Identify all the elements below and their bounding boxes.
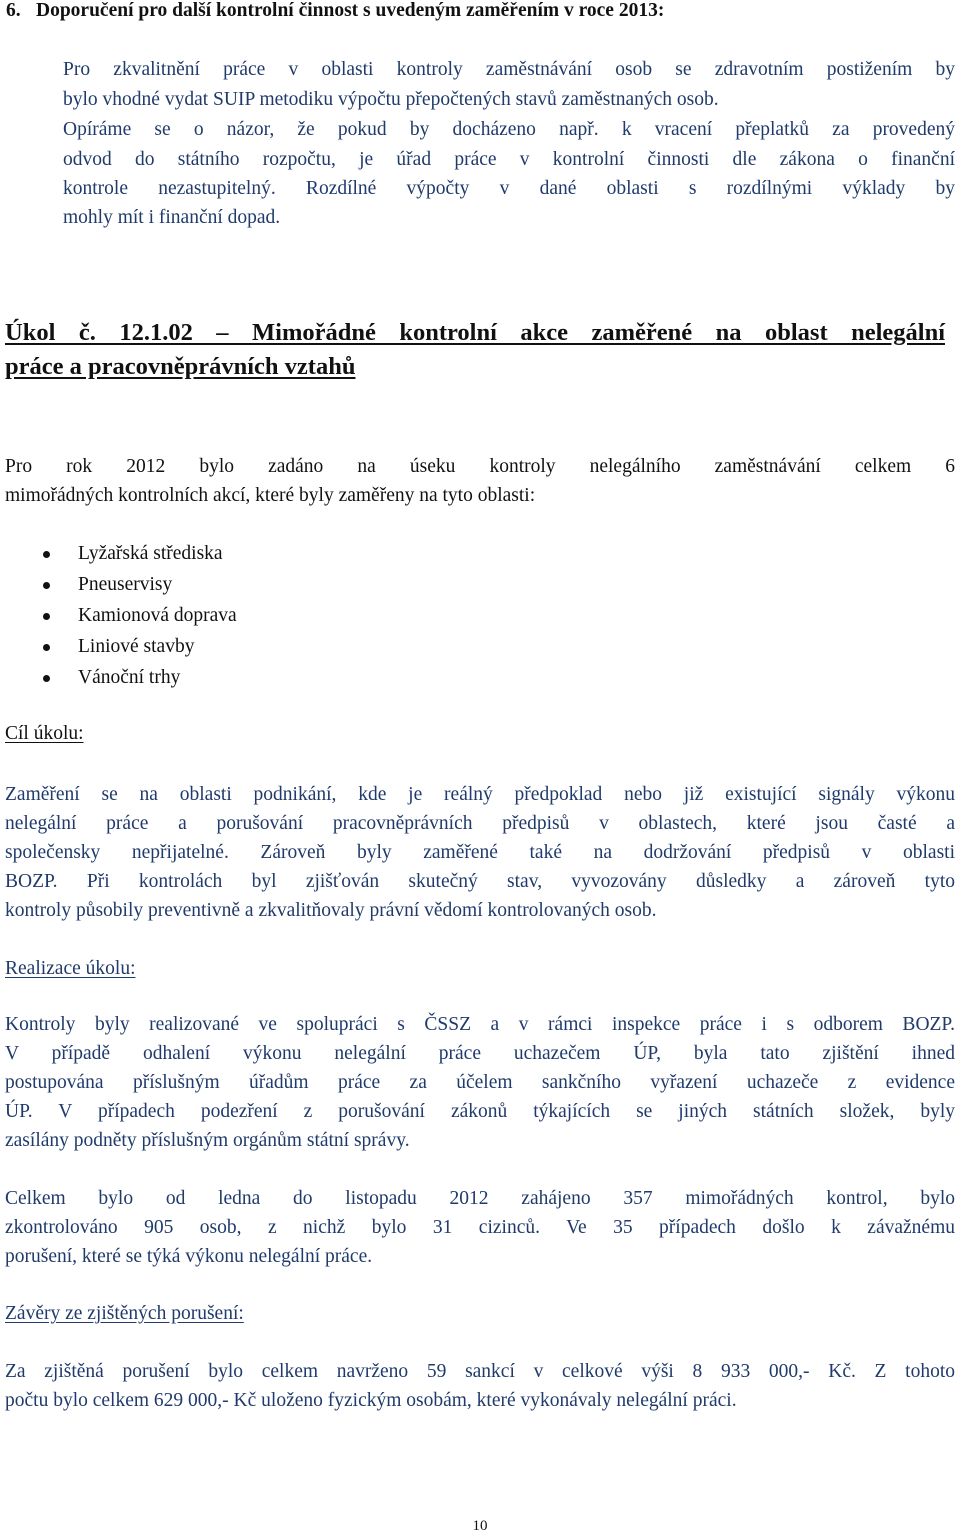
bullet-icon — [43, 613, 50, 620]
task-title-line2: práce a pracovněprávních vztahů — [5, 353, 356, 380]
paragraph-line: V případě odhalení výkonu nelegální práce uchazečem ÚP, byla tato zjištění ihned — [5, 1043, 955, 1064]
paragraph-line: Pro zkvalitnění práce v oblasti kontroly zaměstnávání osob se zdravotním postižením by — [63, 59, 955, 80]
paragraph-line: odvod do státního rozpočtu, je úřad práce v kontrolní činnosti dle zákona o finanční — [63, 149, 955, 170]
paragraph-line: zkontrolováno 905 osob, z nichž bylo 31 cizinců. Ve 35 případech došlo k závažnému — [5, 1217, 955, 1238]
list-item: Liniové stavby — [78, 635, 194, 659]
bullet-icon — [43, 675, 50, 682]
paragraph-line: nelegální práce a porušování pracovněprávních předpisů v oblastech, které jsou časté a — [5, 813, 955, 834]
paragraph-line: kontrole nezastupitelný. Rozdílné výpočty v dané oblasti s rozdílnými výklady by — [63, 178, 955, 199]
list-item: Pneuservisy — [78, 573, 172, 597]
goal-heading: Cíl úkolu: — [5, 723, 84, 744]
list-item: Kamionová doprava — [78, 604, 237, 628]
paragraph-line: Zaměření se na oblasti podnikání, kde je reálný předpoklad nebo již existující signály výkonu — [5, 784, 955, 805]
paragraph-line: mohly mít i finanční dopad. — [63, 207, 281, 228]
paragraph-line: postupována příslušným úřadům práce za účelem sankčního vyřazení uchazeče z evidence — [5, 1072, 955, 1093]
bullet-icon — [43, 551, 50, 558]
section-title: Doporučení pro další kontrolní činnost s uvedeným zaměřením v roce 2013: — [36, 0, 665, 21]
paragraph-line: bylo vhodné vydat SUIP metodiku výpočtu přepočtených stavů zaměstnaných osob. — [63, 89, 719, 110]
list-item: Vánoční trhy — [78, 666, 180, 690]
paragraph-line: mimořádných kontrolních akcí, které byly zaměřeny na tyto oblasti: — [5, 485, 536, 506]
task-title-line1: Úkol č. 12.1.02 – Mimořádné kontrolní akce zaměřené na oblast nelegální — [5, 319, 945, 346]
paragraph-line: zasílány podněty příslušným orgánům státní správy. — [5, 1130, 410, 1151]
conclusions-heading: Závěry ze zjištěných porušení: — [5, 1303, 244, 1324]
paragraph-line: Pro rok 2012 bylo zadáno na úseku kontroly nelegálního zaměstnávání celkem 6 — [5, 456, 955, 477]
bullet-icon — [43, 582, 50, 589]
bullet-icon — [43, 644, 50, 651]
paragraph-line: Opíráme se o názor, že pokud by docházeno např. k vracení přeplatků za provedený — [63, 119, 955, 140]
paragraph-line: BOZP. Při kontrolách byl zjišťován skutečný stav, vyvozovány důsledky a zároveň tyto — [5, 871, 955, 892]
paragraph-line: kontroly působily preventivně a zkvalitňovaly právní vědomí kontrolovaných osob. — [5, 900, 657, 921]
paragraph-line: počtu bylo celkem 629 000,- Kč uloženo fyzickým osobám, které vykonávaly nelegální práci. — [5, 1390, 737, 1411]
list-item: Lyžařská střediska — [78, 542, 223, 566]
paragraph-line: porušení, které se týká výkonu nelegální práce. — [5, 1246, 373, 1267]
paragraph-line: společensky nepřijatelné. Zároveň byly zaměřené také na dodržování předpisů v oblasti — [5, 842, 955, 863]
page-number: 10 — [472, 1518, 488, 1534]
section-heading — [6, 0, 956, 22]
realization-heading: Realizace úkolu: — [5, 958, 136, 979]
paragraph-line: Kontroly byly realizované ve spolupráci s ČSSZ a v rámci inspekce práce i s odborem BOZP. — [5, 1014, 955, 1035]
section-number: 6. — [6, 0, 21, 21]
paragraph-line: Za zjištěná porušení bylo celkem navrženo 59 sankcí v celkové výši 8 933 000,- Kč. Z tohoto — [5, 1361, 955, 1382]
paragraph-line: Celkem bylo od ledna do listopadu 2012 zahájeno 357 mimořádných kontrol, bylo — [5, 1188, 955, 1209]
paragraph-line: ÚP. V případech podezření z porušování zákonů týkajících se jiných státních složek, byly — [5, 1101, 955, 1122]
